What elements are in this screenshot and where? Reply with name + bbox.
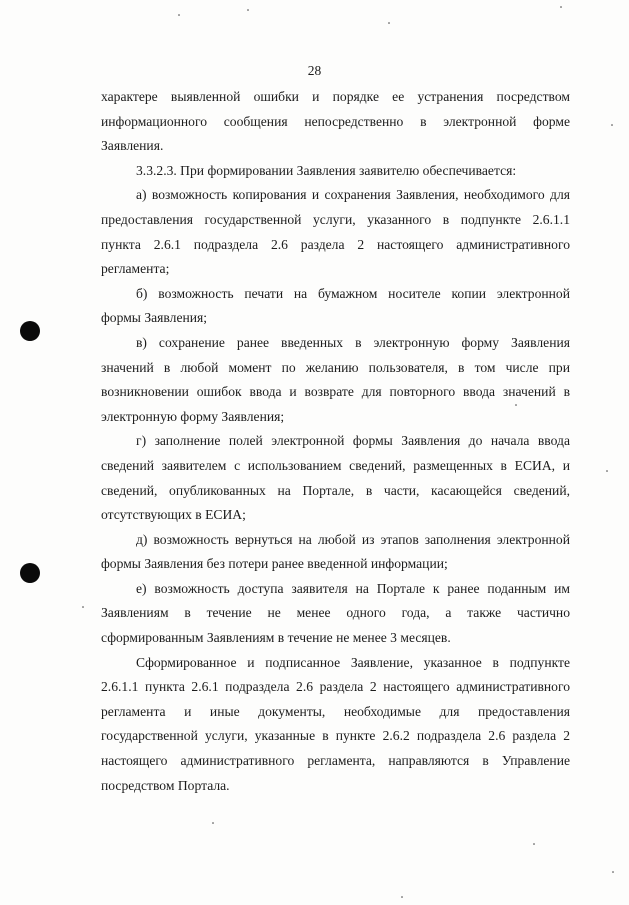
text-line: а) возможность копирования и сохранения Заявления, необходимого для — [136, 187, 570, 203]
scan-speck — [401, 896, 403, 898]
scan-speck — [247, 9, 249, 11]
scan-speck — [606, 470, 608, 472]
text-line: настоящего административного регламента, направляются в Управление — [101, 753, 570, 769]
text-line: возникновении ошибок ввода и возврате для повторного ввода значений в — [101, 384, 570, 400]
scan-speck — [212, 822, 214, 824]
scan-speck — [560, 6, 562, 8]
text-line: значений в любой момент по желанию пользователя, в том числе при — [101, 359, 570, 375]
text-line: г) заполнение полей электронной формы Заявления до начала ввода — [136, 433, 570, 449]
text-line: в) сохранение ранее введенных в электронную форму Заявления — [136, 334, 570, 350]
text-line: информационного сообщения непосредственно в электронной форме — [101, 113, 570, 129]
text-line: д) возможность вернуться на любой из этапов заполнения электронной — [136, 531, 570, 547]
text-line: регламента и иные документы, необходимые для предоставления — [101, 703, 570, 719]
scan-speck — [515, 404, 517, 406]
text-line: б) возможность печати на бумажном носителе копии электронной — [136, 285, 570, 301]
text-line: предоставления государственной услуги, указанного в подпункте 2.6.1.1 — [101, 211, 570, 227]
text-line: электронную форму Заявления; — [101, 408, 285, 424]
text-line: отсутствующих в ЕСИА; — [101, 507, 246, 523]
scan-speck — [533, 843, 535, 845]
text-line: государственной услуги, указанные в пункте 2.6.2 подраздела 2.6 раздела 2 — [101, 728, 570, 744]
text-line: сведений, опубликованных на Портале, в части, касающейся сведений, — [101, 482, 570, 498]
text-line: пункта 2.6.1 подраздела 2.6 раздела 2 настоящего административного — [101, 236, 570, 252]
text-line: Сформированное и подписанное Заявление, указанное в подпункте — [136, 654, 570, 670]
text-line: формы Заявления; — [101, 310, 208, 326]
punch-hole-icon — [20, 563, 40, 583]
text-line: посредством Портала. — [101, 777, 230, 793]
text-line: сформированным Заявлениям в течение не менее 3 месяцев. — [101, 630, 451, 646]
scan-speck — [388, 22, 390, 24]
scan-speck — [612, 871, 614, 873]
text-line: Заявления. — [101, 138, 164, 154]
text-line: 2.6.1.1 пункта 2.6.1 подраздела 2.6 раздела 2 настоящего административного — [101, 679, 570, 695]
scan-speck — [178, 14, 180, 16]
page-number: 28 — [307, 63, 322, 78]
document-body — [101, 85, 570, 798]
scan-speck — [611, 124, 613, 126]
text-line: формы Заявления без потери ранее введенной информации; — [101, 556, 448, 572]
text-line: 3.3.2.3. При формировании Заявления заявителю обеспечивается: — [136, 162, 517, 178]
text-line: Заявлениям в течение не менее одного года, а также частично — [101, 605, 570, 621]
text-line: характере выявленной ошибки и порядке ее устранения посредством — [101, 89, 570, 104]
text-line: сведений заявителем с использованием сведений, размещенных в ЕСИА, и — [101, 457, 570, 473]
scan-speck — [82, 606, 84, 608]
text-line: регламента; — [101, 261, 170, 277]
text-line: е) возможность доступа заявителя на Портале к ранее поданным им — [136, 580, 570, 596]
punch-hole-icon — [20, 321, 40, 341]
